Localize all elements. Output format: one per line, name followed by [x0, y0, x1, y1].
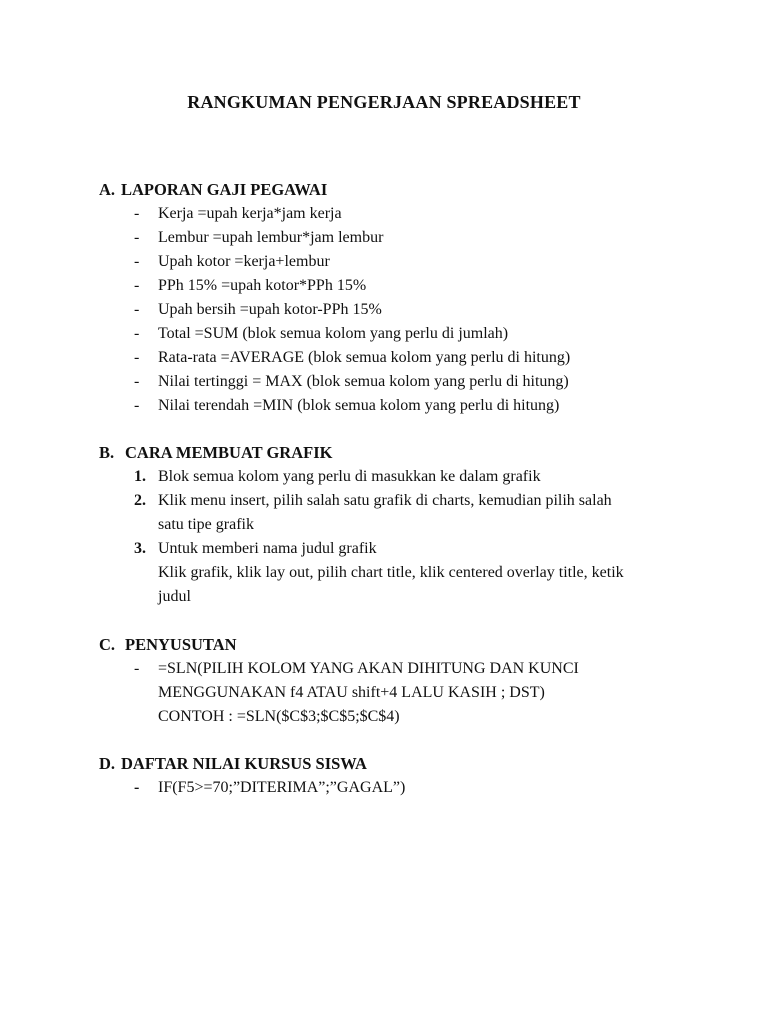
list-item — [99, 322, 699, 346]
list-item-text: Upah bersih =upah kotor-PPh 15% — [158, 301, 382, 318]
dash-bullet: - — [134, 779, 140, 796]
section-d-title: DAFTAR NILAI KURSUS SISWA — [121, 754, 367, 773]
dash-bullet: - — [134, 349, 140, 366]
step-number: 1. — [134, 468, 146, 485]
list-item-continuation: MENGGUNAKAN f4 ATAU shift+4 LALU KASIH ; DST) — [158, 684, 545, 701]
list-item — [99, 250, 699, 274]
section-a — [99, 178, 699, 418]
dash-bullet: - — [134, 301, 140, 318]
step-text: Blok semua kolom yang perlu di masukkan ke dalam grafik — [158, 468, 541, 485]
section-a-heading — [99, 178, 699, 202]
dash-bullet: - — [134, 373, 140, 390]
numbered-step — [99, 489, 699, 513]
list-item — [99, 776, 699, 800]
section-d-letter: D. — [99, 754, 116, 773]
list-item-text: IF(F5>=70;”DITERIMA”;”GAGAL”) — [158, 779, 406, 796]
list-item-text: Rata-rata =AVERAGE (blok semua kolom yang perlu di hitung) — [158, 349, 571, 366]
list-item — [99, 226, 699, 250]
list-item-text: Upah kotor =kerja+lembur — [158, 253, 330, 270]
list-item-text: Kerja =upah kerja*jam kerja — [158, 205, 342, 222]
section-b-letter: B. — [99, 443, 115, 462]
list-item — [99, 274, 699, 298]
section-a-title: LAPORAN GAJI PEGAWAI — [121, 180, 328, 199]
list-item — [99, 370, 699, 394]
section-b-title: CARA MEMBUAT GRAFIK — [125, 443, 333, 462]
section-a-letter: A. — [99, 180, 116, 199]
section-c-title: PENYUSUTAN — [125, 635, 237, 654]
dash-bullet: - — [134, 229, 140, 246]
numbered-step — [99, 537, 699, 561]
list-item — [99, 346, 699, 370]
list-item — [99, 657, 699, 681]
section-d — [99, 752, 699, 800]
list-item-continuation: CONTOH : =SLN($C$3;$C$5;$C$4) — [158, 708, 400, 725]
step-number: 3. — [134, 540, 146, 557]
dash-bullet: - — [134, 397, 140, 414]
list-item-text: Nilai terendah =MIN (blok semua kolom yang perlu di hitung) — [158, 397, 560, 414]
list-item — [99, 298, 699, 322]
step-text-continuation: Klik grafik, klik lay out, pilih chart title, klik centered overlay title, ketik — [158, 564, 624, 581]
step-text: Klik menu insert, pilih salah satu grafik di charts, kemudian pilih salah — [158, 492, 612, 509]
list-item-text: Total =SUM (blok semua kolom yang perlu di jumlah) — [158, 325, 509, 342]
dash-bullet: - — [134, 205, 140, 222]
list-item — [99, 202, 699, 226]
list-item-text: Lembur =upah lembur*jam lembur — [158, 229, 384, 246]
step-text: Untuk memberi nama judul grafik — [158, 540, 377, 557]
section-c — [99, 633, 699, 729]
list-item-text: =SLN(PILIH KOLOM YANG AKAN DIHITUNG DAN KUNCI — [158, 660, 579, 677]
dash-bullet: - — [134, 325, 140, 342]
document-title: RANGKUMAN PENGERJAAN SPREADSHEET — [187, 92, 581, 112]
section-b — [99, 441, 699, 609]
step-text-continuation: satu tipe grafik — [158, 516, 254, 533]
dash-bullet: - — [134, 253, 140, 270]
dash-bullet: - — [134, 660, 140, 677]
numbered-step — [99, 465, 699, 489]
list-item-text: PPh 15% =upah kotor*PPh 15% — [158, 277, 367, 294]
step-number: 2. — [134, 492, 146, 509]
step-text-continuation: judul — [158, 588, 191, 605]
list-item-text: Nilai tertinggi = MAX (blok semua kolom yang perlu di hitung) — [158, 373, 569, 390]
list-item — [99, 394, 699, 418]
dash-bullet: - — [134, 277, 140, 294]
section-b-heading — [99, 441, 699, 465]
section-c-heading — [99, 633, 699, 657]
section-c-letter: C. — [99, 635, 116, 654]
section-d-heading — [99, 752, 699, 776]
